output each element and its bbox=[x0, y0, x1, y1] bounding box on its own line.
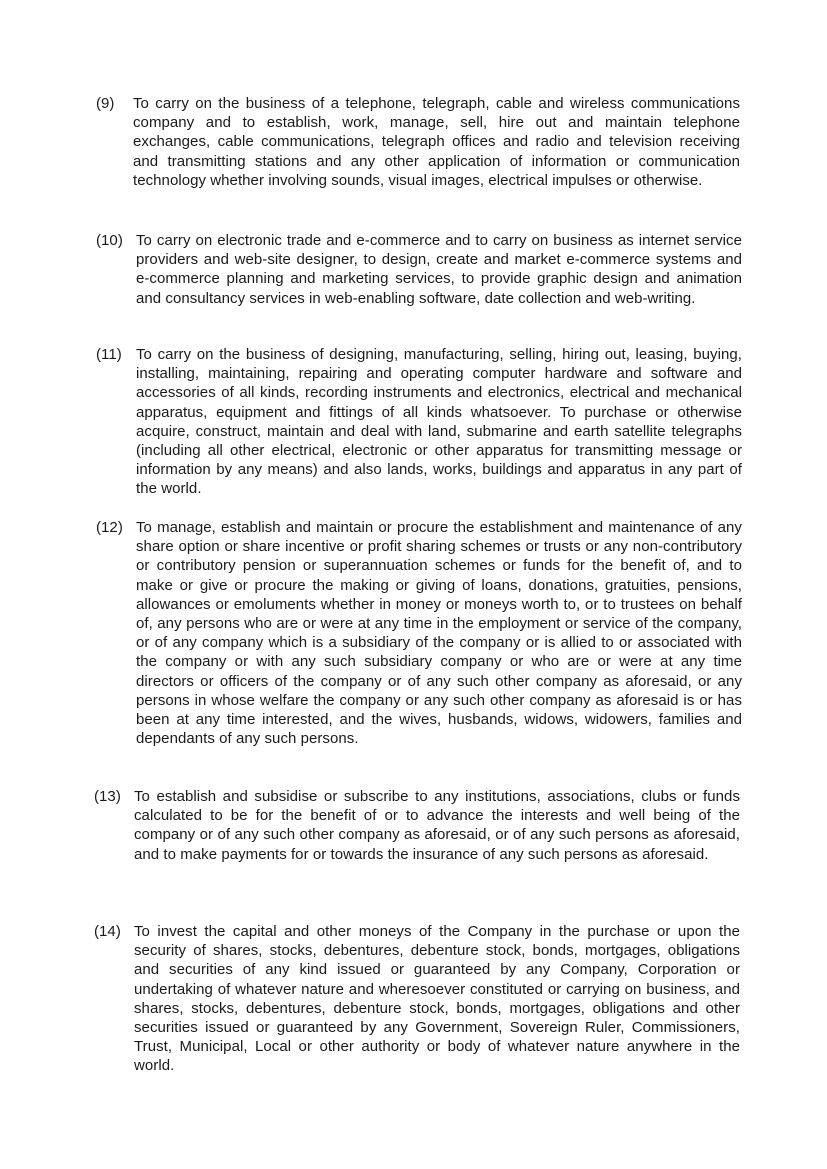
clause-10 bbox=[96, 231, 742, 308]
clause-number: (12) bbox=[96, 519, 123, 536]
clause-number: (11) bbox=[96, 346, 122, 363]
clause-9 bbox=[96, 94, 740, 190]
clause-number: (10) bbox=[96, 232, 123, 249]
clause-text: To establish and subsidise or subscribe to any institutions, associations, clubs or funds calculated to be for the benefit of or to advance the interests and well being of the company or of any such other company as aforesaid, or of any such persons as aforesaid, and to make payments for or towards the insurance of any such persons as aforesaid. bbox=[134, 788, 740, 863]
clause-number: (14) bbox=[94, 923, 121, 940]
clause-number: (13) bbox=[94, 788, 121, 805]
clause-text: To invest the capital and other moneys of the Company in the purchase or upon the security of shares, stocks, debentures, debenture stock, bonds, mortgages, obligations and securities of any kind issued or guaranteed by any Company, Corporation or undertaking of whatever nature and wheresoever constituted or carrying on business, and shares, stocks, debentures, debenture stock, bonds, mortgages, obligations and other securities issued or guaranteed by any Government, Sovereign Ruler, Commissioners, Trust, Municipal, Local or other authority or body of whatever nature anywhere in the world. bbox=[134, 923, 740, 1075]
clause-text: To carry on the business of designing, manufacturing, selling, hiring out, leasing, buying, installing, maintaining, repairing and operating computer hardware and software and accessories of all kinds, recording instruments and electronics, electrical and mechanical apparatus, equipment and fittings of all kinds whatsoever. To purchase or otherwise acquire, construct, maintain and deal with land, submarine and earth satellite telegraphs (including all other electrical, electronic or other apparatus for transmitting message or information by any means) and also lands, works, buildings and apparatus in any part of the world. bbox=[136, 346, 742, 498]
clause-text: To carry on electronic trade and e-commerce and to carry on business as internet service providers and web-site designer, to design, create and market e-commerce systems and e-commerce planning and marketing services, to provide graphic design and animation and consultancy services in web-enabling software, date collection and web-writing. bbox=[136, 232, 742, 307]
clause-number: (9) bbox=[96, 95, 115, 112]
clause-text: To manage, establish and maintain or procure the establishment and maintenance of any share option or share incentive or profit sharing schemes or trusts or any non-contributory or contributory pension or superannuation schemes or funds for the benefit of, and to make or give or procure the making or giving of loans, donations, gratuities, pensions, allowances or emoluments whether in money or moneys worth to, or to trustees on behalf of, any persons who are or were at any time in the employment or service of the company, or of any company which is a subsidiary of the company or is allied to or associated with the company or with any such subsidiary company or who are or were at any time directors or officers of the company or of any such other company as aforesaid, or any persons in whose welfare the company or any such other company as aforesaid is or has been at any time interested, and the wives, husbands, widows, widowers, families and dependants of any such persons. bbox=[136, 519, 742, 748]
clause-text: To carry on the business of a telephone, telegraph, cable and wireless communications company and to establish, work, manage, sell, hire out and maintain telephone exchanges, cable communications, telegraph offices and radio and television receiving and transmitting stations and any other application of information or communication technology whether involving sounds, visual images, electrical impulses or otherwise. bbox=[133, 95, 740, 189]
clause-13 bbox=[94, 787, 740, 864]
clause-14 bbox=[94, 922, 740, 1076]
clause-12 bbox=[96, 518, 742, 748]
clause-11 bbox=[96, 345, 742, 499]
